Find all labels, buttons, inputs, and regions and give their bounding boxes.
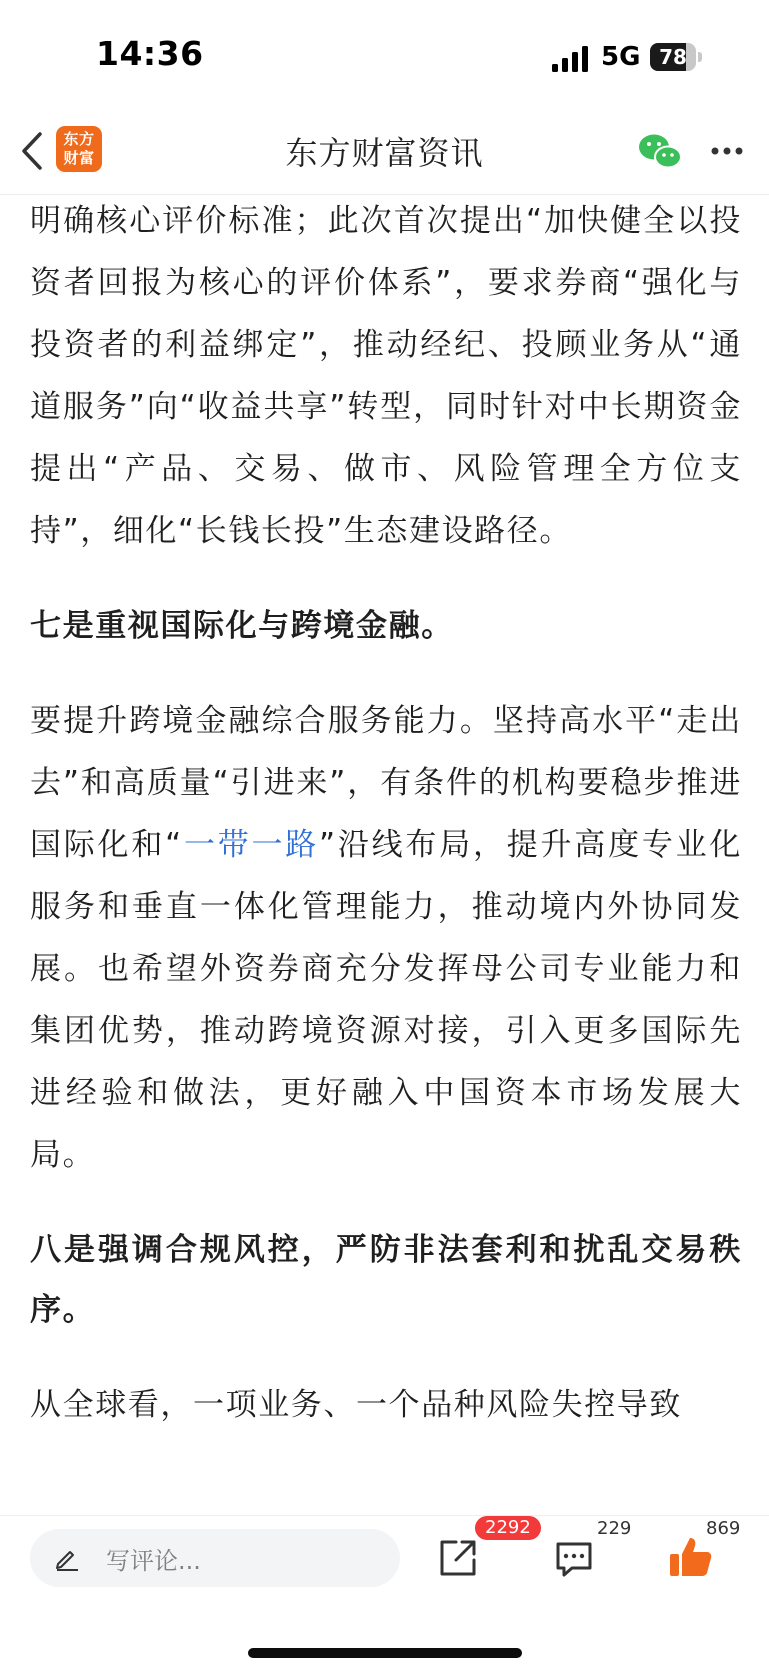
app-logo: 东方 财富 <box>56 126 102 172</box>
wechat-icon[interactable] <box>638 132 682 170</box>
share-icon[interactable] <box>436 1536 480 1580</box>
comment-placeholder: 写评论... <box>106 1547 201 1575</box>
thumbs-up-icon[interactable] <box>668 1534 714 1580</box>
section-heading: 七是重视国际化与跨境金融。 <box>30 608 454 644</box>
article-paragraph: 从全球看，一项业务、一个品种风险失控导致 <box>30 1387 682 1423</box>
keyword-link[interactable]: 一带一路 <box>182 827 320 863</box>
comment-count: 229 <box>597 1518 632 1539</box>
network-type: 5G <box>601 42 641 72</box>
comment-input[interactable] <box>30 1529 400 1587</box>
bottom-toolbar <box>0 1515 769 1666</box>
section-heading: 八是强调合规风控，严防非法套利和扰乱交易秩序。 <box>30 1232 742 1328</box>
pencil-icon <box>54 1545 80 1571</box>
more-icon[interactable] <box>710 146 744 156</box>
status-time: 14:36 <box>96 34 204 73</box>
cellular-signal-icon <box>552 46 590 72</box>
nav-bar <box>0 110 769 195</box>
like-count: 869 <box>706 1518 741 1539</box>
status-bar <box>0 0 769 110</box>
page-title: 东方财富资讯 <box>285 134 484 172</box>
battery-percent: 78 <box>659 45 687 69</box>
article-paragraph: 要提升跨境金融综合服务能力。坚持高水平“走出去”和高质量“引进来”，有条件的机构要稳步推进国际化和“一带一路”沿线布局，提升高度专业化服务和垂直一体化管理能力，推动境内外协同发展。也希望外资券商充分发挥母公司专业能力和集团优势，推动跨境资源对接，引入更多国际先进经验和做法，更好融入中国资本市场发展大局。 <box>30 703 743 1173</box>
article-body <box>30 190 742 1436</box>
battery-icon <box>650 43 702 71</box>
article-paragraph: 明确核心评价标准；此次首次提出“加快健全以投资者回报为核心的评价体系”，要求券商“强化与投资者的利益绑定”，推动经纪、投顾业务从“通道服务”向“收益共享”转型，同时针对中长期资金提出“产品、交易、做市、风险管理全方位支持”，细化“长钱长投”生态建设路径。 <box>30 203 742 549</box>
home-indicator <box>248 1648 522 1658</box>
comment-icon[interactable] <box>552 1536 596 1580</box>
share-count-badge: 2292 <box>475 1516 541 1540</box>
